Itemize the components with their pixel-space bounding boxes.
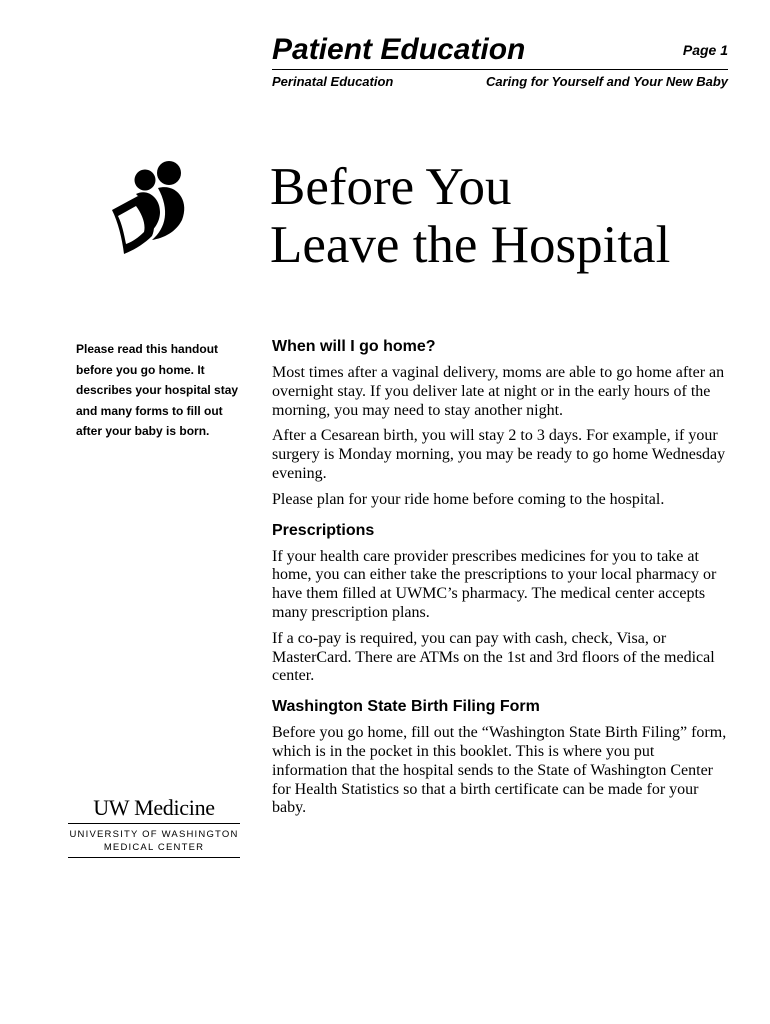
paragraph: If your health care provider prescribes medicines for you to take at home, you can either take the prescriptions to your local pharmacy or have them filled at UWMC’s pharmacy. The medical center accepts many prescription plans. <box>272 547 717 621</box>
brand-divider <box>68 823 240 824</box>
brand-divider <box>68 857 240 858</box>
header-booklet-title: Caring for Yourself and Your New Baby <box>486 74 728 89</box>
document-title <box>270 158 740 274</box>
brand-medical-center: MEDICAL CENTER <box>103 842 205 853</box>
section-heading: When will I go home? <box>272 338 436 355</box>
section-heading: Washington State Birth Filing Form <box>272 698 540 716</box>
brand-university: UNIVERSITY OF WASHINGTON <box>69 829 239 840</box>
section-birth-filing-form <box>272 696 732 818</box>
header-department: Perinatal Education <box>272 74 394 89</box>
header-divider <box>272 69 728 70</box>
document-title-line-2: Leave the Hospital <box>270 216 671 274</box>
paragraph: Before you go home, fill out the “Washington State Birth Filing” form, which is in the pocket in this booklet. This is where you put information that the hospital sends to the State of Washington Center for Health Statistics so that a birth certificate can be made for your baby. <box>272 724 727 817</box>
paragraph: If a co-pay is required, you can pay with cash, check, Visa, or MasterCard. There are ATMs on the 1st and 3rd floors of the medical center. <box>272 629 715 685</box>
section-heading: Prescriptions <box>272 521 375 539</box>
header-title: Patient Education <box>272 33 526 66</box>
section-going-home <box>272 336 732 510</box>
brand-name: UW Medicine <box>93 795 215 820</box>
paragraph: Please plan for your ride home before coming to the hospital. <box>272 490 665 508</box>
paragraph: Most times after a vaginal delivery, moms are able to go home after an overnight stay. If you deliver late at night or in the early hours of the morning, you may need to stay another night. <box>272 364 725 419</box>
paragraph: After a Cesarean birth, you will stay 2 to 3 days. For example, if your surgery is Monday morning, you may be ready to go home Wednesday evening. <box>272 427 726 482</box>
body-content <box>272 336 732 828</box>
sidebar-note: Please read this handout before you go home. It describes your hospital stay and many forms to fill out after your baby is born. <box>76 342 239 438</box>
family-figures-icon <box>108 158 192 258</box>
uw-medicine-logo <box>68 795 240 858</box>
page-number: Page 1 <box>682 42 728 58</box>
document-title-line-1: Before You <box>270 158 512 216</box>
section-prescriptions <box>272 520 732 687</box>
